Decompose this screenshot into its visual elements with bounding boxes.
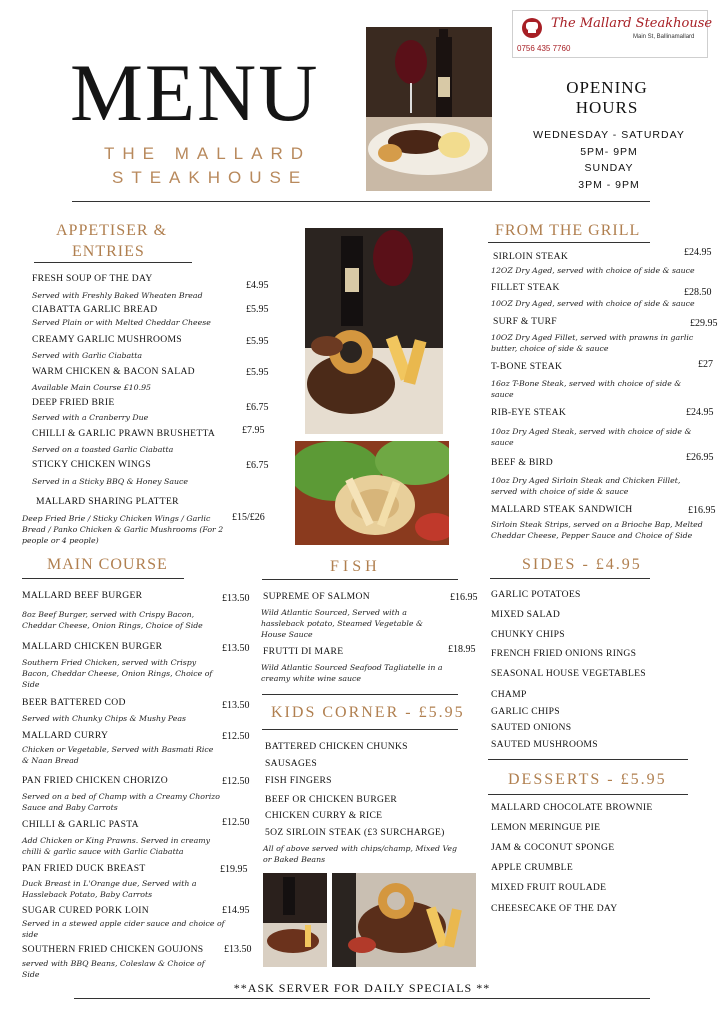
side-item: SEASONAL HOUSE VEGETABLES <box>491 668 646 679</box>
kids-item: FISH FINGERS <box>265 775 332 786</box>
menu-item-price: £6.75 <box>246 460 269 471</box>
fish-divider <box>262 579 458 580</box>
menu-item-desc: 10oz Dry Aged Steak, served with choice of side & sauce <box>491 427 692 447</box>
menu-item-name: MALLARD CURRY <box>22 730 109 741</box>
menu-item-desc: Chicken or Vegetable, Served with Basmati Rice & Naan Bread <box>22 745 214 765</box>
logo-phone: 0756 435 7760 <box>517 44 571 53</box>
side-item: CHAMP <box>491 689 527 700</box>
menu-item-price: £13.50 <box>222 700 250 711</box>
menu-item-name: BEEF & BIRD <box>491 457 553 468</box>
menu-item-name: T-BONE STEAK <box>491 361 563 372</box>
hours-line: SUNDAY <box>584 162 634 174</box>
menu-item-desc: Southern Fried Chicken, served with Crispy Bacon, Cheddar Cheese, Onion Rings, Choice of Side <box>22 658 213 689</box>
menu-item-price: £16.95 <box>450 592 478 603</box>
dessert-item: LEMON MERINGUE PIE <box>491 822 601 833</box>
menu-item-desc: Served on a toasted Garlic Ciabatta <box>32 445 174 454</box>
menu-item-desc: Served with Chunky Chips & Mushy Peas <box>22 714 187 723</box>
side-item: MIXED SALAD <box>491 609 561 620</box>
appetiser-title-2: ENTRIES <box>72 243 145 260</box>
hours-line: 3PM - 9PM <box>578 179 640 191</box>
menu-item-name: SOUTHERN FRIED CHICKEN GOUJONS <box>22 944 204 955</box>
menu-item-name: STICKY CHICKEN WINGS <box>32 459 151 470</box>
appetiser-title-1: APPETISER & <box>56 222 168 239</box>
daily-specials-note: **ASK SERVER FOR DAILY SPECIALS ** <box>233 981 491 995</box>
menu-title: MENU <box>70 47 320 138</box>
steak-platter-photo <box>305 228 443 434</box>
menu-item-price: £12.50 <box>222 776 250 787</box>
menu-item-desc: Served with a Cranberry Due <box>32 413 149 422</box>
dessert-item: CHEESECAKE OF THE DAY <box>491 903 618 914</box>
steak-onion-rings-photo <box>332 873 476 967</box>
menu-item-name: CHILLI & GARLIC PRAWN BRUSHETTA <box>32 428 216 439</box>
menu-item-price: £13.50 <box>222 643 250 654</box>
menu-item-desc: 10OZ Dry Aged Fillet, served with prawns in garlic butter, choice of side & sauce <box>491 333 694 353</box>
menu-item-price: £26.95 <box>686 452 714 463</box>
menu-item-name: CHILLI & GARLIC PASTA <box>22 819 139 830</box>
footer-divider <box>74 998 650 999</box>
kids-item: SAUSAGES <box>265 758 317 769</box>
menu-item-desc: Sirloin Steak Strips, served on a Brioche Bap, Melted Cheddar Cheese, Pepper Sauce and Choice of Side <box>491 520 703 540</box>
menu-item-price: £13.50 <box>224 944 252 955</box>
side-item: GARLIC POTATOES <box>491 589 581 600</box>
menu-item-price: £5.95 <box>246 304 269 315</box>
menu-item-price: £5.95 <box>246 367 269 378</box>
kids-item: CHICKEN CURRY & RICE <box>265 810 383 821</box>
sides-divider <box>490 578 650 579</box>
fish-title: FISH <box>330 558 381 575</box>
menu-item-name: CREAMY GARLIC MUSHROOMS <box>32 334 182 345</box>
opening-hours-title-2: HOURS <box>575 98 639 117</box>
menu-item-price: £29.95 <box>690 318 718 329</box>
desserts-title: DESSERTS - £5.95 <box>508 771 667 788</box>
subtitle-line-2: STEAKHOUSE <box>112 168 309 187</box>
menu-item-name: MALLARD CHICKEN BURGER <box>22 641 163 652</box>
dessert-item: JAM & COCONUT SPONGE <box>491 842 615 853</box>
side-item: GARLIC CHIPS <box>491 706 560 717</box>
menu-item-desc: 10oz Dry Aged Sirloin Steak and Chicken Fillet, served with choice of side & sauce <box>491 476 681 496</box>
side-item: CHUNKY CHIPS <box>491 629 565 640</box>
desserts-divider-bottom <box>488 794 688 795</box>
hours-line: WEDNESDAY - SATURDAY <box>533 129 685 141</box>
menu-item-price: £5.95 <box>246 336 269 347</box>
menu-item-desc: Available Main Course £10.95 <box>32 383 151 392</box>
grill-divider <box>488 242 650 243</box>
menu-item-desc: Served in a Sticky BBQ & Honey Sauce <box>32 477 188 486</box>
menu-item-price: £14.95 <box>222 905 250 916</box>
menu-item-desc: Wild Atlantic Sourced Seafood Tagliatelle in a creamy white wine sauce <box>261 663 443 683</box>
hours-line: 5PM- 9PM <box>580 146 638 158</box>
kids-title: KIDS CORNER - £5.95 <box>271 704 465 721</box>
header-steak-photo <box>366 27 492 191</box>
menu-item-price: £4.95 <box>246 280 269 291</box>
menu-item-desc: Served with Freshly Baked Wheaten Bread <box>32 291 203 300</box>
menu-item-name: MALLARD SHARING PLATTER <box>36 496 179 507</box>
subtitle-line-1: THE MALLARD <box>104 144 312 163</box>
onion-rings-salad-photo <box>295 441 449 545</box>
menu-item-price: £15/£26 <box>232 512 265 523</box>
menu-item-price: £19.95 <box>220 864 248 875</box>
menu-item-name: WARM CHICKEN & BACON SALAD <box>32 366 195 377</box>
menu-item-name: PAN FRIED CHICKEN CHORIZO <box>22 775 168 786</box>
menu-item-desc: Served with Garlic Ciabatta <box>32 351 143 360</box>
main-course-title: MAIN COURSE <box>47 556 168 573</box>
menu-item-desc: Add Chicken or King Prawns. Served in creamy chilli & garlic sauce with Garlic Ciabatta <box>22 836 211 856</box>
menu-item-name: CIABATTA GARLIC BREAD <box>32 304 158 315</box>
dessert-item: MIXED FRUIT ROULADE <box>491 882 607 893</box>
menu-item-price: £28.50 <box>684 287 712 298</box>
opening-hours-title-1: OPENING <box>566 78 648 97</box>
menu-item-name: DEEP FRIED BRIE <box>32 397 115 408</box>
menu-item-name: SURF & TURF <box>493 316 557 327</box>
steak-fries-photo <box>263 873 327 967</box>
side-item: SAUTED ONIONS <box>491 722 572 733</box>
menu-item-name: SUGAR CURED PORK LOIN <box>22 905 150 916</box>
kids-note: All of above served with chips/champ, Mixed Veg or Baked Beans <box>263 844 457 864</box>
appetiser-divider <box>34 262 192 263</box>
menu-item-price: £16.95 <box>688 505 716 516</box>
restaurant-logo <box>512 10 713 58</box>
menu-item-name: MALLARD STEAK SANDWICH <box>491 504 633 515</box>
menu-item-name: RIB-EYE STEAK <box>491 407 567 418</box>
kids-item: 5OZ SIRLOIN STEAK (£3 SURCHARGE) <box>265 827 445 838</box>
dessert-item: MALLARD CHOCOLATE BROWNIE <box>491 802 653 813</box>
header-divider <box>72 201 650 202</box>
menu-item-price: £12.50 <box>222 731 250 742</box>
menu-item-name: SUPREME OF SALMON <box>263 591 370 602</box>
menu-item-desc: 16oz T-Bone Steak, served with choice of side & sauce <box>491 379 682 399</box>
menu-item-price: £24.95 <box>686 407 714 418</box>
logo-name: The Mallard Steakhouse <box>551 16 713 31</box>
side-item: FRENCH FRIED ONIONS RINGS <box>491 648 637 659</box>
menu-item-desc: Wild Atlantic Sourced, Served with a hassleback potato, Steamed Vegetable & House Sauce <box>261 608 423 639</box>
menu-item-desc: Served in a stewed apple cider sauce and choice of side <box>22 919 225 939</box>
menu-item-desc: Served on a bed of Champ with a Creamy Chorizo Sauce and Baby Carrots <box>22 792 220 812</box>
side-item: SAUTED MUSHROOMS <box>491 739 598 750</box>
menu-item-desc: Served Plain or with Melted Cheddar Cheese <box>32 318 211 327</box>
menu-item-price: £18.95 <box>448 644 476 655</box>
menu-item-name: SIRLOIN STEAK <box>493 251 569 262</box>
menu-item-price: £13.50 <box>222 593 250 604</box>
menu-item-price: £27 <box>698 359 713 370</box>
menu-item-desc: Duck Breast in L'Orange due, Served with a Hassleback Potato, Baby Carrots <box>22 879 197 899</box>
menu-item-desc: 10OZ Dry Aged, served with choice of side & sauce <box>491 299 695 308</box>
menu-item-name: BEER BATTERED COD <box>22 697 126 708</box>
desserts-divider-top <box>488 759 688 760</box>
kids-divider-top <box>262 694 458 695</box>
kids-item: BEEF OR CHICKEN BURGER <box>265 794 398 805</box>
sides-title: SIDES - £4.95 <box>522 556 642 573</box>
menu-item-desc: 8oz Beef Burger, served with Crispy Bacon, Cheddar Cheese, Onion Rings, Choice of Side <box>22 610 203 630</box>
kids-divider-bottom <box>262 729 458 730</box>
chef-hat-icon <box>517 15 547 39</box>
menu-item-price: £12.50 <box>222 817 250 828</box>
menu-item-desc: Deep Fried Brie / Sticky Chicken Wings / Garlic Bread / Panko Chicken & Garlic Mushrooms (For 2 people or 4 people) <box>22 514 224 545</box>
menu-item-name: FRUTTI DI MARE <box>263 646 344 657</box>
menu-item-desc: 12OZ Dry Aged, served with choice of side & sauce <box>491 266 695 275</box>
menu-item-desc: served with BBQ Beans, Coleslaw & Choice of Side <box>22 959 205 979</box>
main-course-divider <box>22 578 184 579</box>
menu-item-name: FILLET STEAK <box>491 282 560 293</box>
menu-item-name: PAN FRIED DUCK BREAST <box>22 863 146 874</box>
logo-address: Main St, Ballinamallard <box>633 34 695 40</box>
menu-item-price: £24.95 <box>684 247 712 258</box>
menu-item-name: FRESH SOUP OF THE DAY <box>32 273 153 284</box>
menu-item-name: MALLARD BEEF BURGER <box>22 590 143 601</box>
grill-title: FROM THE GRILL <box>495 222 641 239</box>
kids-item: BATTERED CHICKEN CHUNKS <box>265 741 408 752</box>
menu-item-price: £7.95 <box>242 425 265 436</box>
dessert-item: APPLE CRUMBLE <box>491 862 573 873</box>
menu-item-price: £6.75 <box>246 402 269 413</box>
